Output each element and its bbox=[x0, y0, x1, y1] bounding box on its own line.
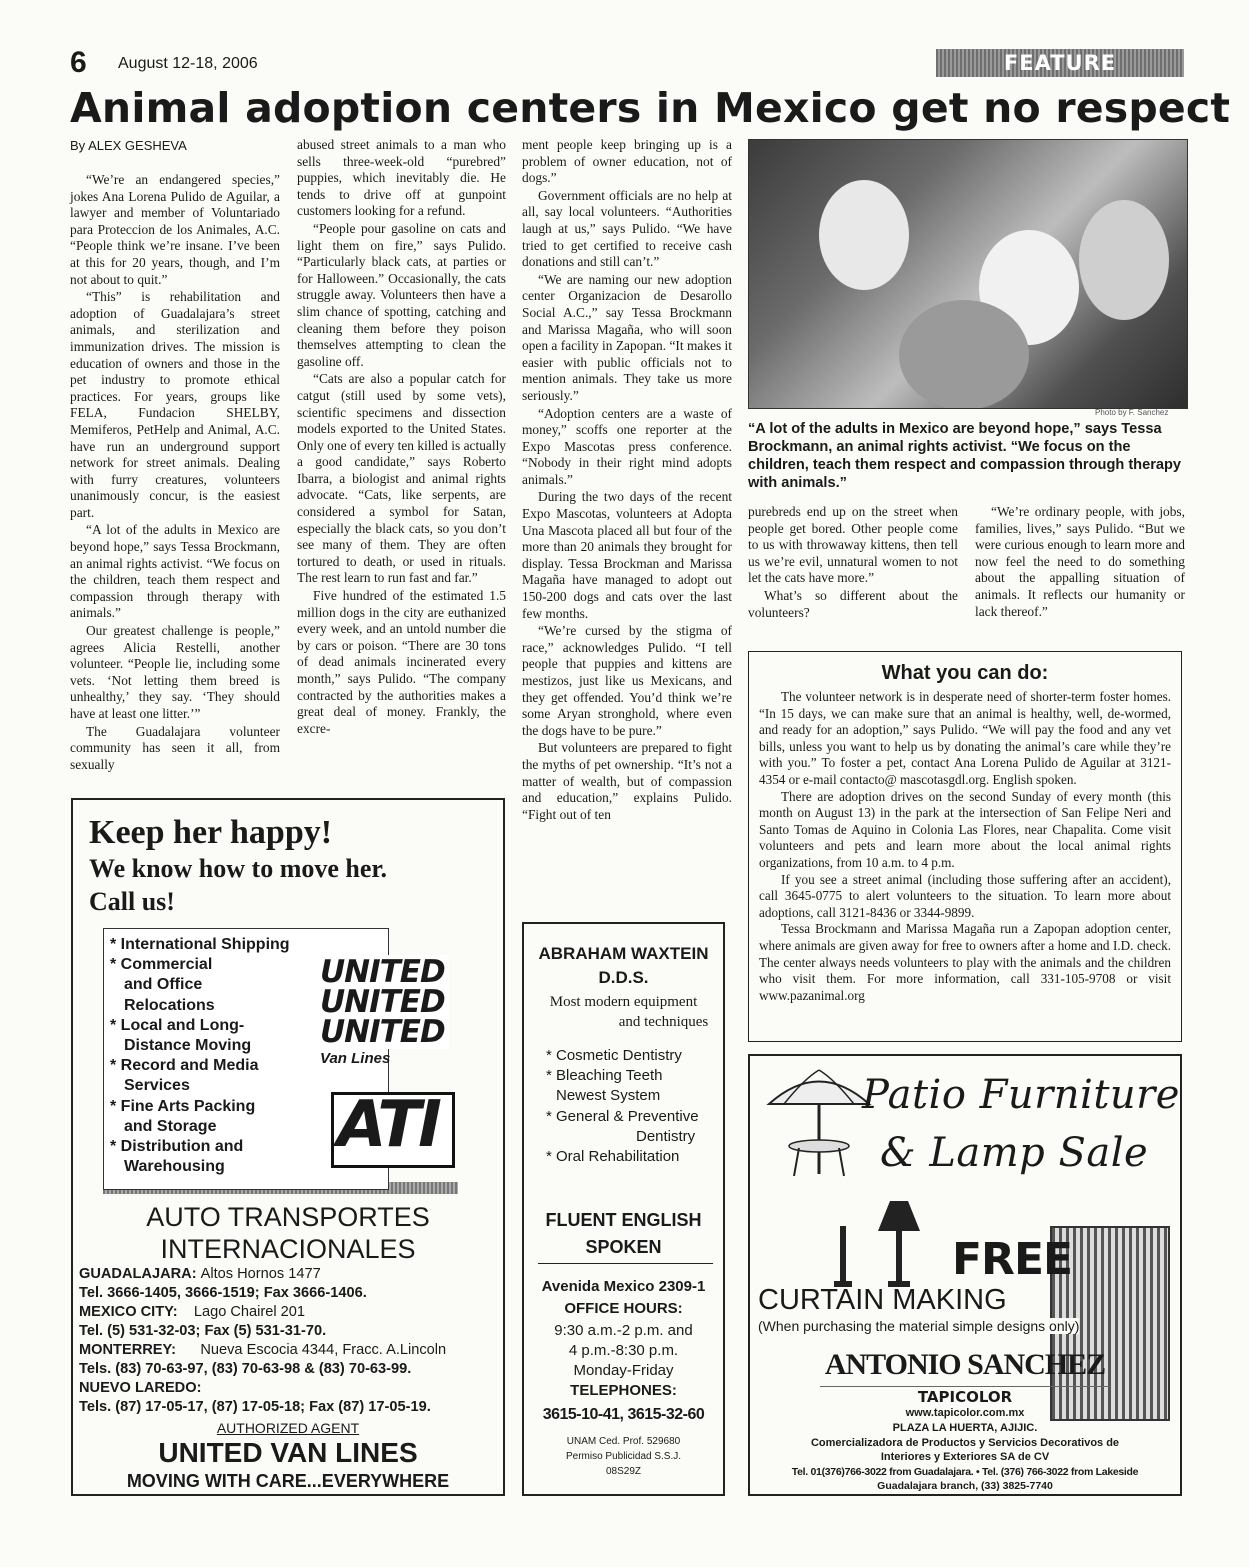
issue-date: August 12-18, 2006 bbox=[118, 55, 258, 72]
paragraph: Tessa Brockmann and Marissa Magaña run a Zapopan adoption center, where animals are given away for free to owners after a home and I.D. check. The center always needs volunteers to play with the animals and the children who visit them. For more information, call 331-105-9708 or visit www.pazanimal.org bbox=[759, 921, 1171, 1003]
photo-figure bbox=[899, 300, 1029, 409]
dentist-address: Avenida Mexico 2309-1 bbox=[541, 1278, 706, 1295]
authorized-agent: AUTHORIZED AGENT bbox=[216, 1420, 360, 1436]
gdl-tel: Tel. 3666-1405, 3666-1519; Fax 3666-1406. bbox=[79, 1285, 367, 1301]
divider bbox=[538, 1263, 713, 1264]
service-item: Warehousing bbox=[124, 1158, 225, 1176]
tapicolor-web: www.tapicolor.com.mx bbox=[905, 1407, 1025, 1419]
article-photo bbox=[748, 139, 1188, 409]
patio-headline-1: Patio Furniture bbox=[862, 1072, 1180, 1118]
van-lines-logo-text: Van Lines bbox=[320, 1050, 391, 1067]
paragraph: “We’re ordinary people, with jobs, families, lives,” says Pulido. “But we were curious enough to learn more and now feel the need to do something about the appalling situation of animals. It reflects our humanity or lack thereof.” bbox=[975, 504, 1185, 619]
article-column-3 bbox=[522, 137, 732, 824]
service-item: Services bbox=[124, 1077, 190, 1095]
gdl-address: Altos Hornos 1477 bbox=[200, 1266, 321, 1282]
paragraph: Government officials are no help at all, say local volunteers. “Authorities laugh at us,” says Pulido. “We have tried to get certified to receive cash donations and still can’t.” bbox=[522, 187, 732, 270]
paragraph: During the two days of the recent Expo Mascotas, volunteers at Adopta Una Mascota placed all but four of the more than 20 animals they brought for display. Tessa Brockman and Marissa Magaña have managed to adopt out 150-200 dogs and cats over the last few months. bbox=[522, 489, 732, 621]
united-logo-line: UNITED bbox=[320, 984, 445, 1020]
paragraph: The Guadalajara volunteer community has seen it all, from sexually bbox=[70, 723, 280, 772]
mx-label: MEXICO CITY: bbox=[79, 1304, 178, 1320]
mty-label: MONTERREY: bbox=[79, 1342, 177, 1358]
paragraph: “We’re an endangered species,” jokes Ana Lorena Pulido de Aguilar, a lawyer and member of Voluntariado para Proteccion de los Animales, A.C. “People think we’re insane. I’ve been at this for 20 years, though, and I’m not about to quit.” bbox=[70, 172, 280, 287]
nl-tel: Tels. (87) 17-05-17, (87) 17-05-18; Fax (87) 17-05-19. bbox=[79, 1399, 431, 1415]
company-name-2: INTERNACIONALES bbox=[160, 1234, 416, 1264]
photo-figure bbox=[1079, 200, 1169, 320]
dentist-service: * Cosmetic Dentistry bbox=[546, 1047, 682, 1064]
tapicolor-tel: Tel. 01(376)766-3022 from Guadalajara. • Tel. (376) 766-3022 from Lakeside bbox=[791, 1466, 1139, 1478]
united-logo-line: UNITED bbox=[320, 1014, 445, 1050]
dentist-services bbox=[546, 1046, 699, 1167]
ati-logo: ATI bbox=[337, 1088, 439, 1162]
moving-company-ad bbox=[71, 798, 505, 1496]
dentist-desc-1: Most modern equipment bbox=[549, 994, 698, 1010]
tapicolor-brand: TAPICOLOR bbox=[917, 1388, 1013, 1406]
curtain-note: (When purchasing the material simple designs only) bbox=[758, 1318, 1080, 1334]
mx-address: Lago Chairel 201 bbox=[193, 1304, 306, 1320]
umbrella-table-icon bbox=[764, 1064, 874, 1184]
paragraph: “People pour gasoline on cats and light them on fire,” says Pulido. “Particularly black cats, at parties or for Halloween.” Occasionally, the cats struggle away. Volunteers then have a slim chance of spotting, catching and cleaning them before they poison themselves attempting to clean the gasoline off. bbox=[297, 220, 506, 369]
mty-line bbox=[79, 1342, 446, 1358]
hours-2: 4 p.m.-8:30 p.m. bbox=[568, 1342, 679, 1359]
photo-figure bbox=[819, 180, 909, 290]
dentist-permiso: Permiso Publicidad S.S.J. bbox=[565, 1451, 682, 1462]
paragraph: “We are naming our new adoption center Organizacion de Desarollo Social A.C.,” say Tessa Brockmann and Marissa Magaña, who will soon open a facility in Zapopan. “It makes it easier with public officials not to mention animals. They take us more seriously.” bbox=[522, 271, 732, 403]
paragraph: “We’re cursed by the stigma of race,” acknowledges Pulido. “I tell people that puppies and kittens are mestizos, just like us Mexicans, and they get offended. You’d think we’re some Aryan stronghold, where even the dogs have to be pure.” bbox=[522, 623, 732, 738]
dentist-desc-2: and techniques bbox=[618, 1014, 709, 1030]
article-column-4 bbox=[748, 504, 958, 622]
service-item: * International Shipping bbox=[110, 936, 290, 953]
dentist-ad bbox=[522, 922, 725, 1496]
divider bbox=[820, 1386, 1110, 1387]
service-item: and Office bbox=[124, 976, 203, 994]
paragraph: “Adoption centers are a waste of money,” scoffs one reporter at the Expo Mascotas press conference. “Nobody in their right mind adopts animals.” bbox=[522, 405, 732, 487]
mx-line bbox=[79, 1304, 305, 1320]
box-title: What you can do: bbox=[881, 662, 1049, 684]
dentist-tel: 3615-10-41, 3615-32-60 bbox=[542, 1406, 705, 1423]
dentist-service: * General & Preventive bbox=[546, 1107, 699, 1125]
paragraph: “A lot of the adults in Mexico are beyond hope,” says Tessa Brockmann, an animal rights activist. “We focus on the children, teach them respect and compassion through therapy with animals.” bbox=[70, 522, 280, 621]
ad-subhead-2: Call us! bbox=[89, 887, 175, 916]
paragraph: The volunteer network is in desperate need of shorter-term foster homes. “In 15 days, we can make sure that an animal is healthy, well, de-wormed, and ready for an adoption,” says Pulido. “We will pay the food and any vet bills, unless you want to help us by donating the animal’s care while they’re with you.” To foster a pet, contact Ana Lorena Pulido de Aguilar at 3121-4354 or e-mail contacto@ mascotasgdl.org. English spoken. bbox=[759, 689, 1171, 787]
dentist-ced: UNAM Ced. Prof. 529680 bbox=[566, 1436, 681, 1447]
paragraph: “Cats are also a popular catch for catgut (still used by some vets), scientific specimens and dissection models exported to the United States. Only one of every ten killed is actually a good candidate,” says Roberto Ibarra, a biologist and animal rights advocate. “Cats, like serpents, are considered a symbol for Satan, especially the black cats, so you don’t see many of them. They are often tortured to death, or used in rituals. The rest learn to run fast and far.” bbox=[297, 371, 506, 586]
byline: By ALEX GESHEVA bbox=[70, 138, 187, 153]
tapicolor-desc-2: Interiores y Exteriores SA de CV bbox=[880, 1451, 1050, 1463]
uvl-tagline: MOVING WITH CARE...EVERYWHERE bbox=[126, 1471, 450, 1491]
nl-label: NUEVO LAREDO: bbox=[79, 1380, 202, 1396]
ad-subhead bbox=[89, 852, 489, 918]
tapicolor-plaza: PLAZA LA HUERTA, AJIJIC. bbox=[892, 1422, 1038, 1434]
ad-subhead-1: We know how to move her. bbox=[89, 854, 388, 883]
hours-label: OFFICE HOURS: bbox=[564, 1300, 683, 1317]
paragraph: abused street animals to a man who sells three-week-old “purebred” puppies, which inevitably die. He tends to drive off at gunpoint customers looking for a refund. bbox=[297, 137, 506, 219]
dentist-service: Dentistry bbox=[636, 1127, 696, 1145]
dentist-service: * Bleaching Teeth bbox=[546, 1067, 663, 1085]
free-label: FREE bbox=[952, 1234, 1073, 1285]
page-number: 6 bbox=[70, 46, 87, 79]
patio-furniture-ad bbox=[748, 1054, 1182, 1496]
service-item: * Commercial bbox=[110, 956, 213, 974]
dentist-name: ABRAHAM WAXTEIN bbox=[538, 944, 709, 963]
hours-3: Monday-Friday bbox=[573, 1362, 674, 1379]
hours-1: 9:30 a.m.-2 p.m. and bbox=[554, 1322, 693, 1339]
article-column-5 bbox=[975, 504, 1185, 621]
photo-credit: Photo by F. Sanchez bbox=[1095, 408, 1169, 417]
patio-headline-2: & Lamp Sale bbox=[880, 1130, 1149, 1176]
services-list bbox=[110, 935, 290, 1177]
paragraph: Five hundred of the estimated 1.5 million dogs in the city are euthanized every week, and an untold number die by cars or poison. “There are 30 tons of dead animals incinerated every month,” says Pulido. “The company contracted by the authorities makes a great deal of money. Frankly, the excre- bbox=[297, 588, 506, 736]
paragraph: “This” is rehabilitation and adoption of Guadalajara’s street animals, and sterilization and immunization drives. The mission is education of owners and those in the pet industry to promote ethical practices. For years, groups like FELA, Fundacion SHELBY, Memiferos, PetHelp and Animal, A.C. have run an underground support network for street animals. Dealing with furry creatures, volunteers unanimously concur, is the easiest part. bbox=[70, 289, 280, 520]
mx-tel: Tel. (5) 531-32-03; Fax (5) 531-31-70. bbox=[79, 1323, 327, 1339]
photo-caption: “A lot of the adults in Mexico are beyond hope,” says Tessa Brockmann, an animal rights activist. “We focus on the children, teach them respect and compassion through therapy with animals.” bbox=[748, 421, 1182, 491]
ad-headline: Keep her happy! bbox=[89, 814, 333, 851]
antonio-sanchez: ANTONIO SANCHEZ bbox=[824, 1348, 1106, 1381]
paragraph: ment people keep bringing up is a problem of owner education, not of dogs.” bbox=[522, 137, 732, 186]
company-name-1: AUTO TRANSPORTES bbox=[146, 1202, 430, 1232]
dentist-service: Newest System bbox=[556, 1087, 661, 1105]
dentist-code: 08S29Z bbox=[605, 1466, 642, 1477]
service-item: * Record and Media bbox=[110, 1057, 259, 1075]
paragraph: There are adoption drives on the second Sunday of every month (this month on August 13) in the park at the intersection of San Felipe Neri and Santo Tomas de Aquino in Colonia Las Flores, near Chapalita. Come visit volunteers and pets and learn more about the local animal rights organizations, from 10 a.m. to 4 p.m. bbox=[759, 788, 1171, 870]
curtain-making: CURTAIN MAKING bbox=[758, 1284, 1007, 1316]
lamp-icon bbox=[830, 1196, 940, 1296]
english-2: SPOKEN bbox=[585, 1237, 662, 1257]
paragraph: What’s so different about the volunteers? bbox=[748, 587, 958, 620]
united-logo bbox=[316, 955, 449, 1049]
paragraph: If you see a street animal (including those suffering after an accident), call 3645-0775 to alert volunteers to the situation. To learn more about adoptions, call 3121-8436 or 3344-9899. bbox=[759, 871, 1171, 920]
gdl-label: GUADALAJARA: bbox=[79, 1266, 197, 1282]
mty-tel: Tels. (83) 70-63-97, (83) 70-63-98 & (83) 70-63-99. bbox=[79, 1361, 412, 1377]
service-item: Relocations bbox=[124, 996, 215, 1014]
headline: Animal adoption centers in Mexico get no respect bbox=[70, 84, 1231, 132]
service-item: * Fine Arts Packing bbox=[110, 1097, 256, 1115]
paragraph: purebreds end up on the street when people get bored. Other people come to us with throwaway kittens, then tell us we’re evil, unnatural women to not let the cats have more.” bbox=[748, 504, 958, 586]
english-1: FLUENT ENGLISH bbox=[545, 1210, 702, 1230]
service-item: and Storage bbox=[124, 1117, 217, 1135]
paragraph: But volunteers are prepared to fight the myths of pet ownership. “It’s not a matter of wealth, but of compassion and education,” explains Pulido. “Fight out of ten bbox=[522, 740, 732, 822]
united-logo-line: UNITED bbox=[320, 954, 445, 990]
uvl-name: UNITED VAN LINES bbox=[158, 1437, 418, 1468]
service-item: Distance Moving bbox=[124, 1037, 252, 1055]
dentist-title: D.D.S. bbox=[598, 968, 649, 987]
gdl-line bbox=[79, 1266, 321, 1282]
tapicolor-branch: Guadalajara branch, (33) 3825-7740 bbox=[877, 1480, 1053, 1492]
paragraph: Our greatest challenge is people,” agrees Alicia Restelli, another volunteer. “People lie, including some vets. ‘Not letting them breed is unhealthy,’ they say. ‘They should have at least one litter.’” bbox=[70, 623, 280, 721]
service-item: * Distribution and bbox=[110, 1138, 244, 1156]
section-label: FEATURE bbox=[936, 49, 1184, 77]
article-column-1 bbox=[70, 172, 280, 774]
tapicolor-desc-1: Comercializadora de Productos y Servicios Decorativos de bbox=[810, 1437, 1120, 1449]
article-column-2 bbox=[297, 137, 506, 738]
dentist-service: * Oral Rehabilitation bbox=[546, 1148, 680, 1166]
what-you-can-do-box bbox=[748, 651, 1182, 1042]
service-item: * Local and Long- bbox=[110, 1016, 245, 1034]
tel-label: TELEPHONES: bbox=[570, 1382, 677, 1399]
mty-address: Nueva Escocia 4344, Fracc. A.Lincoln bbox=[200, 1342, 447, 1358]
